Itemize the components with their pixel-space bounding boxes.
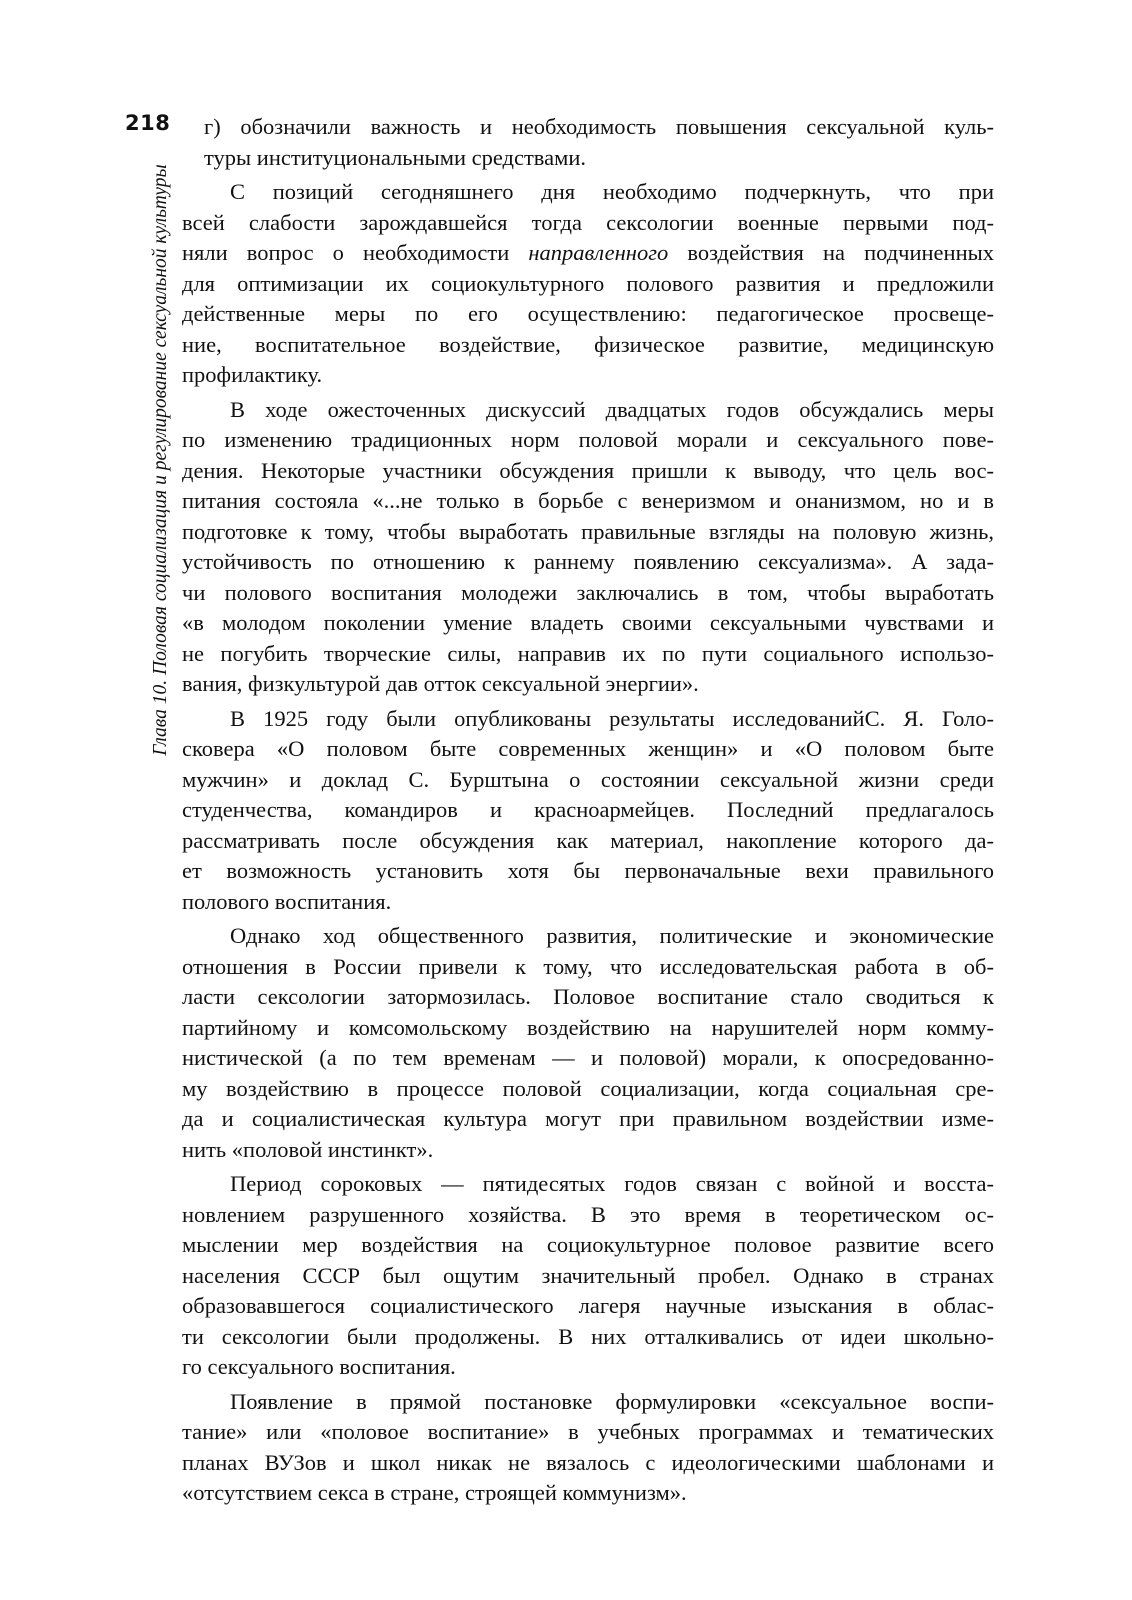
paragraph [182, 1169, 994, 1383]
emphasis-word: направленного [528, 240, 669, 265]
text-line: для оптимизации их социокультурного полового развития и предложили [182, 270, 994, 296]
text-line: рассматривать после обсуждения как материал, накопление которого да- [182, 827, 994, 853]
text-line: образовавшегося социалистического лагеря научные изыскания в облас- [182, 1293, 994, 1318]
text-line: С позиций сегодняшнего дня необходимо подчеркнуть, что при [230, 179, 994, 204]
text-line: мыслении мер воздействия на социокультурное половое развитие всего [182, 1232, 994, 1257]
text-line: го сексуального воспитания. [182, 1354, 456, 1379]
text-line: чи полового воспитания молодежи заключались в том, чтобы выработать [182, 579, 994, 605]
text-line: населения СССР был ощутим значительный пробел. Однако в странах [182, 1262, 994, 1288]
text-line: В 1925 году были опубликованы результаты исследованийС. Я. Голо- [230, 705, 994, 731]
text-line: планах ВУЗов и школ никак не вязалось с идеологическими шаблонами и [182, 1449, 994, 1475]
text-line: тание» или «половое воспитание» в учебных программах и тематических [182, 1419, 994, 1444]
text-line: Период сороковых — пятидесятых годов связан с войной и восста- [230, 1171, 994, 1196]
text-line: нистической (а по тем временам — и половой) морали, к опосредованно- [182, 1045, 994, 1070]
paragraph [182, 177, 994, 391]
text-line: не погубить творческие силы, направив их по пути социального использо- [182, 640, 994, 666]
paragraph [182, 704, 994, 918]
text-line: полового воспитания. [182, 888, 392, 914]
text-line: В ходе ожесточенных дискуссий двадцатых годов обсуждались меры [230, 396, 994, 422]
text-line: мужчин» и доклад С. Бурштына о состоянии сексуальной жизни среди [182, 766, 994, 792]
text-line: нить «половой инстинкт». [182, 1136, 434, 1162]
text-line: подготовке к тому, чтобы выработать правильные взгляды на половую жизнь, [182, 518, 994, 544]
text-line: да и социалистическая культура могут при правильном воздействии изме- [182, 1106, 994, 1131]
text-line: новлением разрушенного хозяйства. В это время в теоретическом ос- [182, 1201, 994, 1227]
paragraph [182, 1387, 994, 1509]
text-line: устойчивость по отношению к раннему появлению сексуализма». А зада- [182, 549, 994, 574]
text-line: партийному и комсомольскому воздействию на нарушителей норм комму- [182, 1014, 994, 1040]
text-line [182, 238, 994, 269]
text-line: студенчества, командиров и красноармейцев. Последний предлагалось [182, 797, 994, 822]
text-line: питания состояла «...не только в борьбе с венеризмом и онанизмом, но и в [182, 488, 994, 513]
text-line: действенные меры по его осуществлению: педагогическое просвеще- [182, 301, 994, 326]
text-line: вания, физкультурой дав отток сексуальной энергии». [182, 671, 699, 696]
text-line: ние, воспитательное воздействие, физическое развитие, медицинскую [182, 331, 994, 357]
text-line: г) обозначили важность и необходимость повышения сексуальной куль- [204, 114, 994, 139]
text-line: отношения в России привели к тому, что исследовательская работа в об- [182, 953, 994, 979]
body-text [182, 112, 994, 1509]
text-line: «отсутствием секса в стране, строящей коммунизм». [182, 1480, 687, 1505]
paragraph [182, 395, 994, 700]
text-line: Однако ход общественного развития, политические и экономические [230, 923, 994, 948]
running-head: Глава 10. Половая социализация и регулирование сексуальной культуры [150, 164, 171, 756]
text-line: Появление в прямой постановке формулировки «сексуальное воспи- [230, 1388, 994, 1414]
text-line: туры институциональными средствами. [204, 144, 587, 170]
text-fragment: воздействия на подчиненных [687, 240, 994, 265]
page-number: 218 [125, 111, 171, 135]
text-line: по изменению традиционных норм половой морали и сексуального пове- [182, 427, 994, 452]
text-line: «в молодом поколении умение владеть своими сексуальными чувствами и [182, 610, 994, 635]
paragraph [182, 112, 994, 173]
text-fragment: няли вопрос о необходимости [182, 240, 510, 265]
text-line: ет возможность установить хотя бы первоначальные вехи правильного [182, 858, 994, 883]
paragraph [182, 921, 994, 1165]
text-line: дения. Некоторые участники обсуждения пришли к выводу, что цель вос- [182, 457, 994, 483]
text-line: ти сексологии были продолжены. В них отталкивались от идеи школьно- [182, 1323, 994, 1349]
text-line: всей слабости зарождавшейся тогда сексологии военные первыми под- [182, 209, 994, 235]
text-line: ласти сексологии затормозилась. Половое воспитание стало сводиться к [182, 984, 994, 1009]
text-line: сковера «О половом быте современных женщин» и «О половом быте [182, 736, 994, 761]
text-line: му воздействию в процессе половой социализации, когда социальная сре- [182, 1075, 994, 1101]
text-line: профилактику. [182, 362, 323, 387]
